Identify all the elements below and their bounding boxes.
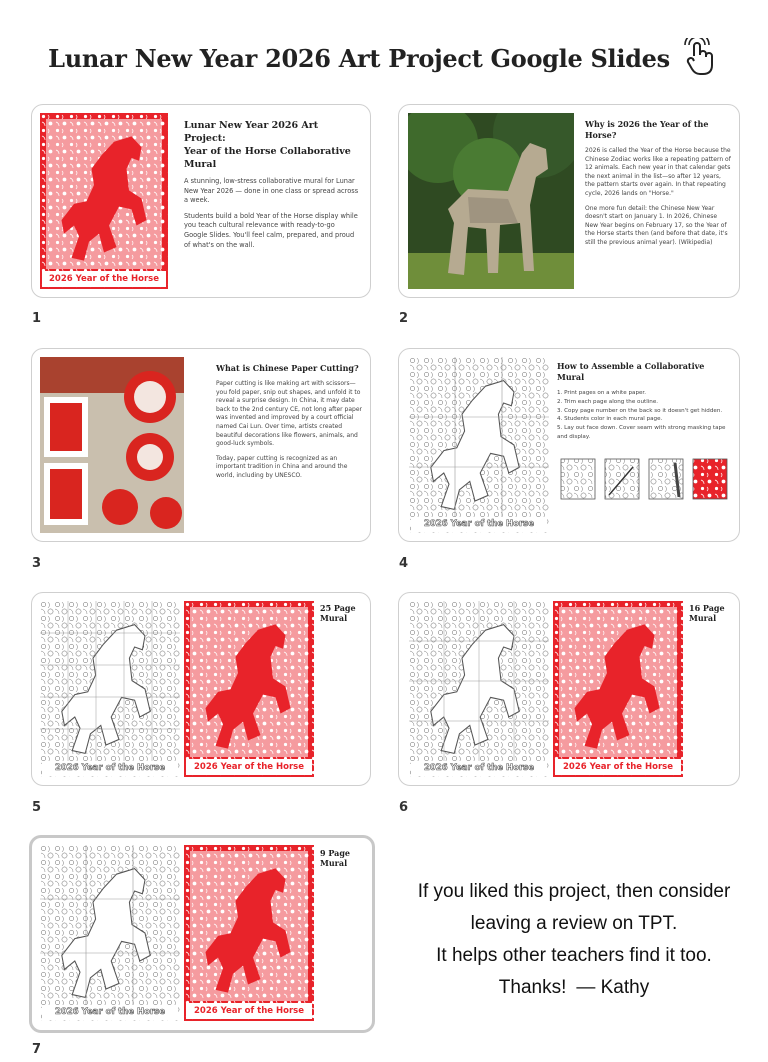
horse-red-papercut-image <box>553 601 683 777</box>
horse-outline-mural-image <box>40 601 180 777</box>
slide-4-number: 4 <box>399 556 409 571</box>
paper-cutting-photo <box>40 357 184 533</box>
slide-2-paragraph-1: 2026 is called the Year of the Horse because the Chinese Zodiac works like a repeating pattern of 12 animals. Each new year in that calendar gets the next animal in the list—so after 12 years, the pattern starts over again. In that repeating cycle, 2026 lands on "Horse." <box>585 147 731 197</box>
slide-3-title: What is Chinese Paper Cutting? <box>216 363 359 373</box>
slide-1-paragraph-1: A stunning, low-stress collaborative mural for Lunar New Year 2026 — done in one class or spread across a week. <box>184 177 359 205</box>
closing-line-4 <box>394 972 754 1004</box>
closing-thanks: Thanks! <box>498 977 567 998</box>
closing-line-2: leaving a review on TPT. <box>470 913 678 934</box>
slide-5-caption-red: 2026 Year of the Horse <box>194 762 304 772</box>
slide-4-steps-list <box>557 389 733 442</box>
slide-4-title: How to Assemble a Collaborative Mural <box>557 361 705 382</box>
slide-3-number: 3 <box>32 556 42 571</box>
closing-line-1: If you liked this project, then consider <box>417 881 731 902</box>
closing-line-3: It helps other teachers find it too. <box>436 945 712 966</box>
closing-message <box>394 876 754 1004</box>
slide-6-thumbnail[interactable] <box>398 592 740 786</box>
slide-2-title: Why is 2026 the Year of the Horse? <box>585 119 709 140</box>
slide-1-thumbnail[interactable] <box>31 104 371 298</box>
slide-6-label-line2: Mural <box>689 613 717 623</box>
slide-4-caption: 2026 Year of the Horse <box>424 519 534 529</box>
step-item: 3. Copy page number on the back so it doesn't get hidden. <box>557 407 723 414</box>
slide-1-number: 1 <box>32 311 42 326</box>
horse-red-papercut-image <box>184 845 314 1021</box>
slide-6-label-line1: 16 Page <box>689 603 725 613</box>
horse-red-papercut-image <box>184 601 314 777</box>
slide-1-caption: 2026 Year of the Horse <box>49 274 159 284</box>
slide-7-number: 7 <box>32 1042 42 1057</box>
slide-1-title-line2: Year of the Horse Collaborative Mural <box>184 146 351 170</box>
slide-5-label-line1: 25 Page <box>320 603 356 613</box>
step-photos-row <box>559 457 731 501</box>
slide-3-thumbnail[interactable] <box>31 348 371 542</box>
step-item: 1. Print pages on a white paper. <box>557 390 646 396</box>
step-item: 5. Lay out face down. Cover seam with strong masking tape and display. <box>557 425 726 440</box>
slide-1-paragraph-2: Students build a bold Year of the Horse display while you teach cultural relevance with ready-to-go Google Slides. You'll feel calm, prepared, and proud of what's on the wall. <box>184 211 358 249</box>
slide-2-paragraph-2: One more fun detail: the Chinese New Year doesn't start on January 1. In 2026, Chinese New Year begins on February 17, so the Year of the Horse starts then (and before that date, it's still the previous animal year). (Wikipedia) <box>585 204 728 246</box>
slide-6-caption-red: 2026 Year of the Horse <box>563 762 673 772</box>
slide-5-thumbnail[interactable] <box>31 592 371 786</box>
page-title <box>0 38 768 78</box>
slide-4-thumbnail[interactable] <box>398 348 740 542</box>
slide-5-label-line2: Mural <box>320 613 348 623</box>
closing-signature: — Kathy <box>576 977 650 998</box>
slide-7-caption-red: 2026 Year of the Horse <box>194 1006 304 1016</box>
horse-statue-photo <box>408 113 574 289</box>
horse-outline-mural-image <box>409 357 549 533</box>
slide-2-number: 2 <box>399 311 409 326</box>
horse-red-papercut-image <box>40 113 168 289</box>
horse-outline-mural-image <box>409 601 549 777</box>
slide-6-number: 6 <box>399 800 409 815</box>
slide-7-label-line2: Mural <box>320 858 348 868</box>
slide-2-thumbnail[interactable] <box>398 104 740 298</box>
slide-7-caption-outline: 2026 Year of the Horse <box>55 1007 165 1017</box>
slide-7-label-line1: 9 Page <box>320 848 351 858</box>
slide-7-thumbnail[interactable] <box>29 835 375 1033</box>
slide-5-number: 5 <box>32 800 42 815</box>
pointer-hand-icon <box>680 38 720 78</box>
step-item: 4. Students color in each mural page. <box>557 416 663 423</box>
horse-outline-mural-image <box>40 845 180 1021</box>
slide-3-paragraph-1: Paper cutting is like making art with scissors—you fold paper, snip out shapes, and unfold it to reveal a surprise design. In China, it may date back to the 2nd century CE, not long after paper was invented and improved by a court official named Cai Lun. Over time, artists created beautiful decorations like flowers, animals, and good-luck symbols. <box>216 380 362 448</box>
slide-1-title-line1: Lunar New Year 2026 Art Project: <box>184 120 319 144</box>
slide-3-paragraph-2: Today, paper cutting is recognized as an important tradition in China and around the world, including by UNESCO. <box>216 454 348 479</box>
step-item: 2. Trim each page along the outline. <box>557 398 659 405</box>
slide-5-caption-outline: 2026 Year of the Horse <box>55 763 165 773</box>
page-title-text: Lunar New Year 2026 Art Project Google Slides <box>48 43 670 73</box>
slide-6-caption-outline: 2026 Year of the Horse <box>424 763 534 773</box>
